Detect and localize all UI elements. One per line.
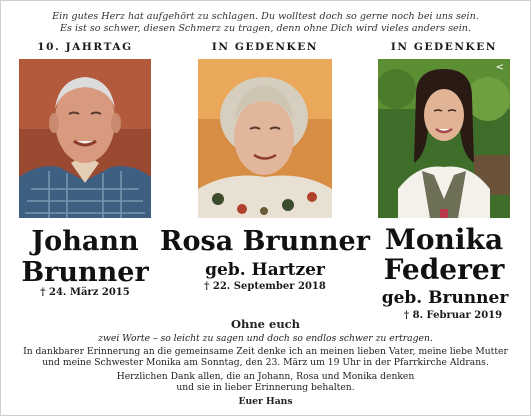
intro-line-1: Ein gutes Herz hat aufgehört zu schlagen. Du wolltest doch so gerne noch bei uns sein. — [52, 11, 479, 22]
footer-quote: zwei Worte – so leicht zu sagen und doch so endlos schwer zu ertragen. — [98, 333, 433, 344]
first-name-rosa: Rosa — [160, 226, 234, 257]
name-rosa — [160, 228, 370, 255]
footer-thanks-2: und sie in lieber Erinnerung behalten. — [176, 382, 355, 393]
intro-line-2: Es ist so schwer, diesen Schmerz zu tragen, denn ohne Dich wird vieles anders sein. — [59, 23, 472, 34]
maiden-name-rosa: geb. Hartzer — [205, 260, 325, 280]
maiden-name-monika: geb. Brunner — [381, 288, 509, 308]
header-monika: IN GEDENKEN — [390, 41, 498, 53]
header-rosa: IN GEDENKEN — [211, 41, 319, 53]
first-name-monika: Monika — [384, 223, 504, 256]
share-icon[interactable]: < — [495, 62, 504, 73]
death-date-rosa: † 22. September 2018 — [204, 281, 326, 292]
header-johann: 10. JAHRTAG — [37, 41, 133, 53]
footer-signature: Euer Hans — [238, 396, 293, 407]
photo-rosa-brunner — [198, 59, 332, 218]
footer-title: Ohne euch — [230, 317, 301, 331]
photo-monika-federer — [378, 59, 510, 218]
photo-johann-brunner — [19, 59, 151, 218]
death-date-monika: † 8. Februar 2019 — [403, 310, 503, 321]
first-name-johann: Johann — [31, 226, 139, 257]
last-name-monika: Federer — [383, 253, 505, 286]
death-date-johann: † 24. März 2015 — [40, 287, 130, 298]
footer-memory-1: In dankbarer Erinnerung an die gemeinsame Zeit denke ich an meinen lieben Vater, meine liebe Mutter — [23, 346, 508, 357]
footer-memory-2: und meine Schwester Monika am Sonntag, den 23. März um 19 Uhr in der Pfarrkirche Aldrans. — [42, 357, 489, 368]
last-name-johann: Brunner — [21, 257, 149, 288]
last-name-rosa: Brunner — [242, 226, 370, 257]
footer-thanks-1: Herzlichen Dank allen, die an Johann, Rosa und Monika denken — [116, 371, 415, 382]
